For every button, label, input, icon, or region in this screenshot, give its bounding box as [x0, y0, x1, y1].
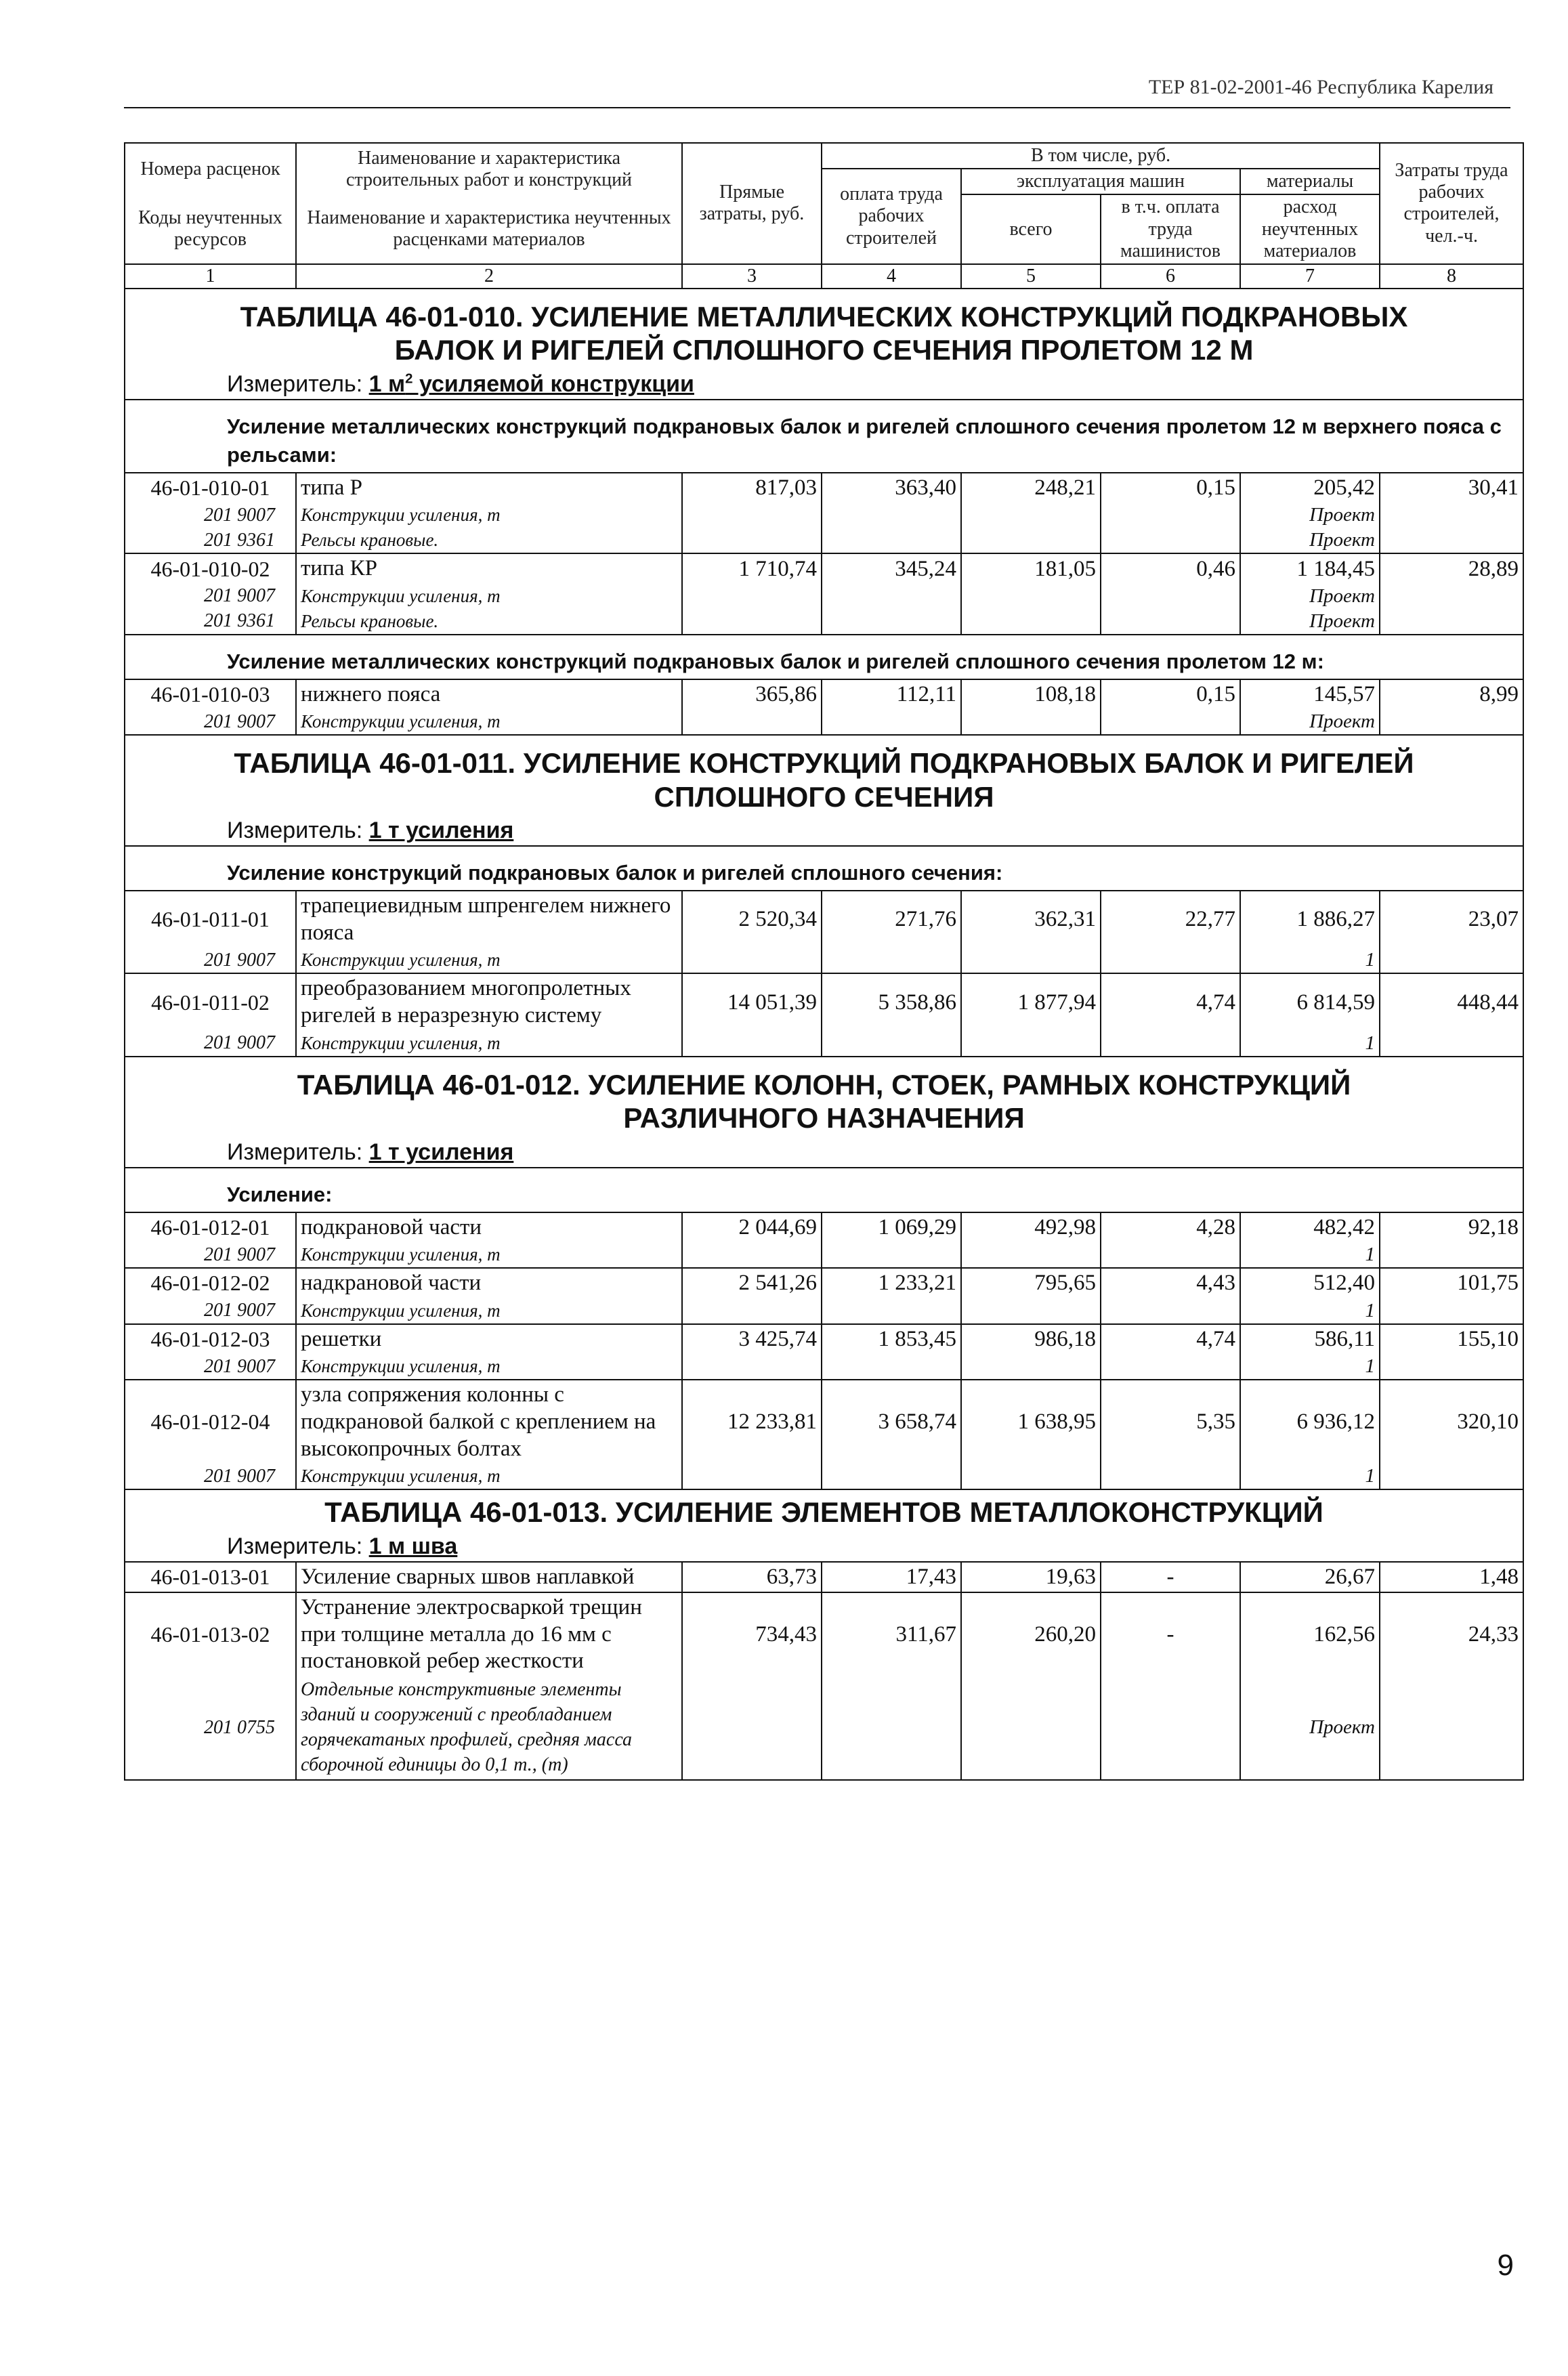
resource-code: 201 9361 [125, 609, 296, 635]
machine-wage: 22,77 [1101, 891, 1240, 948]
measure-value: 1 т усиления [368, 1139, 514, 1165]
machine-wage: - [1101, 1592, 1240, 1676]
direct-cost: 3 425,74 [682, 1324, 822, 1355]
page-header: ТЕР 81-02-2001-46 Республика Карелия [1148, 76, 1493, 98]
measure-label: Измеритель: [227, 818, 369, 844]
rate-name: типа КР [296, 553, 682, 584]
resource-code: 201 9007 [125, 503, 296, 528]
header-row-1 [125, 143, 1523, 169]
rate-code: 46-01-012-04 [125, 1380, 296, 1464]
labor-cost: 28,89 [1380, 553, 1523, 584]
machine-wage: 4,74 [1101, 973, 1240, 1030]
machine-wage: 5,35 [1101, 1380, 1240, 1464]
machine-wage: 0,46 [1101, 553, 1240, 584]
price-table [124, 142, 1523, 1781]
measure-label: Измеритель: [227, 371, 369, 398]
col-machines-header: эксплуатация машин [961, 169, 1240, 194]
material-cost: 586,11 [1240, 1324, 1380, 1355]
resource-row [125, 1031, 1523, 1057]
table-title-line: ТАБЛИЦА 46-01-010. УСИЛЕНИЕ МЕТАЛЛИЧЕСКИХ КОНСТРУКЦИЙ ПОДКРАНОВЫХ [240, 300, 1408, 333]
resource-amount: 1 [1240, 1031, 1380, 1057]
table-title-line: СПЛОШНОГО СЕЧЕНИЯ [654, 780, 994, 813]
rate-code: 46-01-011-02 [125, 973, 296, 1030]
machine-wage: 4,43 [1101, 1268, 1240, 1298]
rate-code: 46-01-010-01 [125, 473, 296, 503]
machine-wage: 0,15 [1101, 679, 1240, 710]
table-011-title [125, 735, 1523, 815]
wage-cost: 363,40 [822, 473, 961, 503]
table-010-title [125, 289, 1523, 368]
table-row [125, 1380, 1523, 1464]
direct-cost: 2 520,34 [682, 891, 822, 948]
resource-code: 201 9007 [125, 709, 296, 735]
resource-name: Конструкции усиления, т [296, 1242, 682, 1268]
wage-cost: 3 658,74 [822, 1380, 961, 1464]
col-materials-header: материалы [1240, 169, 1380, 194]
labor-cost: 448,44 [1380, 973, 1523, 1030]
resource-name: Конструкции усиления, т [296, 948, 682, 973]
material-cost: 162,56 [1240, 1592, 1380, 1676]
measure-label: Измеритель: [227, 1533, 369, 1559]
col-direct-header: Прямые затраты, руб. [682, 143, 822, 264]
resource-name: Рельсы крановые. [296, 609, 682, 635]
labor-cost: 8,99 [1380, 679, 1523, 710]
table-title-line: ТАБЛИЦА 46-01-012. УСИЛЕНИЕ КОЛОНН, СТОЕК, РАМНЫХ КОНСТРУКЦИЙ [297, 1068, 1351, 1101]
col-including-header: В том числе, руб. [822, 143, 1380, 169]
resource-row [125, 1354, 1523, 1380]
table-012-title [125, 1057, 1523, 1137]
material-cost: 145,57 [1240, 679, 1380, 710]
rate-name: Усиление сварных швов наплавкой [296, 1562, 682, 1593]
col-codes-header: Номера расценок [125, 143, 296, 194]
resource-row [125, 1298, 1523, 1324]
table-row [125, 553, 1523, 584]
resource-row [125, 1676, 1523, 1780]
measure-rest: усиляемой конструкции [412, 371, 694, 398]
direct-cost: 2 044,69 [682, 1212, 822, 1243]
rate-code: 46-01-012-02 [125, 1268, 296, 1298]
resource-code: 201 9361 [125, 528, 296, 553]
rate-code: 46-01-013-01 [125, 1562, 296, 1593]
machine-wage: 0,15 [1101, 473, 1240, 503]
table-row [125, 473, 1523, 503]
resource-amount: Проект [1240, 609, 1380, 635]
rate-name: Устранение электросваркой трещин при толщине металла до 16 мм с постановкой ребер жесткости [296, 1592, 682, 1676]
measure-value: 1 т усиления [368, 818, 514, 844]
resource-amount: Проект [1240, 503, 1380, 528]
labor-cost: 101,75 [1380, 1268, 1523, 1298]
machine-cost: 492,98 [961, 1212, 1101, 1243]
labor-cost: 320,10 [1380, 1380, 1523, 1464]
machine-cost: 248,21 [961, 473, 1101, 503]
rate-code: 46-01-012-03 [125, 1324, 296, 1355]
resource-amount: 1 [1240, 948, 1380, 973]
machine-wage: 4,74 [1101, 1324, 1240, 1355]
resource-name: Конструкции усиления, т [296, 1031, 682, 1057]
machine-cost: 108,18 [961, 679, 1101, 710]
labor-cost: 24,33 [1380, 1592, 1523, 1676]
rate-code: 46-01-013-02 [125, 1592, 296, 1676]
resource-code: 201 9007 [125, 1298, 296, 1324]
resource-name: Конструкции усиления, т [296, 1298, 682, 1324]
table-title-line: ТАБЛИЦА 46-01-013. УСИЛЕНИЕ ЭЛЕМЕНТОВ МЕТАЛЛОКОНСТРУКЦИЙ [324, 1496, 1323, 1529]
material-cost: 1 886,27 [1240, 891, 1380, 948]
col-num: 2 [296, 264, 682, 289]
resource-name: Конструкции усиления, т [296, 1464, 682, 1489]
resource-amount: 1 [1240, 1464, 1380, 1489]
material-cost: 205,42 [1240, 473, 1380, 503]
resource-code: 201 9007 [125, 1242, 296, 1268]
machine-cost: 1 877,94 [961, 973, 1101, 1030]
direct-cost: 2 541,26 [682, 1268, 822, 1298]
material-cost: 512,40 [1240, 1268, 1380, 1298]
labor-cost: 155,10 [1380, 1324, 1523, 1355]
machine-cost: 19,63 [961, 1562, 1101, 1593]
measure-label: Измеритель: [227, 1139, 369, 1165]
group-heading [125, 1168, 1523, 1212]
resource-amount: Проект [1240, 528, 1380, 553]
resource-row [125, 609, 1523, 635]
resource-code: 201 0755 [125, 1676, 296, 1780]
direct-cost: 365,86 [682, 679, 822, 710]
machine-wage: 4,28 [1101, 1212, 1240, 1243]
direct-cost: 734,43 [682, 1592, 822, 1676]
resource-code: 201 9007 [125, 584, 296, 609]
machine-wage: - [1101, 1562, 1240, 1593]
header-rule [124, 107, 1510, 108]
table-row [125, 679, 1523, 710]
col-num: 8 [1380, 264, 1523, 289]
measure-sup: 2 [405, 371, 413, 387]
resource-code: 201 9007 [125, 1031, 296, 1057]
rate-code: 46-01-010-02 [125, 553, 296, 584]
col-mat-header: расход неучтенных материалов [1240, 194, 1380, 264]
table-row [125, 1324, 1523, 1355]
group-heading-text: Усиление: [227, 1182, 333, 1206]
rate-code: 46-01-011-01 [125, 891, 296, 948]
resource-name: Конструкции усиления, т [296, 1354, 682, 1380]
page-number: 9 [1497, 2249, 1514, 2282]
wage-cost: 112,11 [822, 679, 961, 710]
machine-cost: 260,20 [961, 1592, 1101, 1676]
resource-amount: 1 [1240, 1298, 1380, 1324]
resource-row [125, 528, 1523, 553]
table-row [125, 891, 1523, 948]
machine-cost: 795,65 [961, 1268, 1101, 1298]
col-num: 6 [1101, 264, 1240, 289]
labor-cost: 92,18 [1380, 1212, 1523, 1243]
wage-cost: 1 233,21 [822, 1268, 961, 1298]
resource-row [125, 584, 1523, 609]
wage-cost: 5 358,86 [822, 973, 961, 1030]
labor-cost: 23,07 [1380, 891, 1523, 948]
material-cost: 1 184,45 [1240, 553, 1380, 584]
col-num: 1 [125, 264, 296, 289]
rate-name: нижнего пояса [296, 679, 682, 710]
col-num: 4 [822, 264, 961, 289]
col-mach-wage-header: в т.ч. оплата труда машинистов [1101, 194, 1240, 264]
labor-cost: 1,48 [1380, 1562, 1523, 1593]
resource-row [125, 948, 1523, 973]
table-011-measure [125, 815, 1523, 846]
rate-code: 46-01-012-01 [125, 1212, 296, 1243]
resource-name: Рельсы крановые. [296, 528, 682, 553]
rate-name: узла сопряжения колонны с подкрановой балкой с креплением на высокопрочных болтах [296, 1380, 682, 1464]
resource-row [125, 1242, 1523, 1268]
table-010-measure [125, 368, 1523, 400]
direct-cost: 12 233,81 [682, 1380, 822, 1464]
resource-name: Конструкции усиления, т [296, 709, 682, 735]
table-row [125, 1562, 1523, 1593]
resource-row [125, 709, 1523, 735]
wage-cost: 1 069,29 [822, 1212, 961, 1243]
table-row [125, 973, 1523, 1030]
col-num: 7 [1240, 264, 1380, 289]
col-num: 5 [961, 264, 1101, 289]
measure-value: 1 м [368, 371, 406, 398]
direct-cost: 14 051,39 [682, 973, 822, 1030]
rate-code: 46-01-010-03 [125, 679, 296, 710]
group-heading-text: Усиление конструкций подкрановых балок и ригелей сплошного сечения: [227, 861, 1003, 885]
table-row [125, 1268, 1523, 1298]
measure-value: 1 м шва [368, 1533, 458, 1559]
resource-row [125, 503, 1523, 528]
resource-amount: 1 [1240, 1354, 1380, 1380]
group-heading-text: Усиление металлических конструкций подкрановых балок и ригелей сплошного сечения пролетом 12 м: [227, 649, 1324, 673]
resource-amount: Проект [1240, 1676, 1380, 1780]
col-res-codes-header: Коды неучтенных ресурсов [125, 194, 296, 264]
col-num: 3 [682, 264, 822, 289]
table-title-line: РАЗЛИЧНОГО НАЗНАЧЕНИЯ [623, 1102, 1025, 1134]
machine-cost: 1 638,95 [961, 1380, 1101, 1464]
machine-cost: 362,31 [961, 891, 1101, 948]
rate-name: трапециевидным шпренгелем нижнего пояса [296, 891, 682, 948]
table-012-measure [125, 1137, 1523, 1168]
table-013-title [125, 1489, 1523, 1531]
col-wage-header: оплата труда рабочих строителей [822, 169, 961, 264]
rate-name: типа Р [296, 473, 682, 503]
table-title-line: БАЛОК И РИГЕЛЕЙ СПЛОШНОГО СЕЧЕНИЯ ПРОЛЕТОМ 12 М [394, 334, 1254, 366]
resource-name: Отдельные конструктивные элементы зданий и сооружений с преобладанием горячекатаных профилей, средняя масса сборочной единицы до 0,1 т., (т) [296, 1676, 682, 1780]
wage-cost: 311,67 [822, 1592, 961, 1676]
rate-name: преобразованием многопролетных ригелей в неразрезную систему [296, 973, 682, 1030]
resource-row [125, 1464, 1523, 1489]
direct-cost: 63,73 [682, 1562, 822, 1593]
group-heading [125, 400, 1523, 473]
rate-name: подкрановой части [296, 1212, 682, 1243]
machine-cost: 986,18 [961, 1324, 1101, 1355]
table-title-line: ТАБЛИЦА 46-01-011. УСИЛЕНИЕ КОНСТРУКЦИЙ ПОДКРАНОВЫХ БАЛОК И РИГЕЛЕЙ [234, 747, 1414, 780]
wage-cost: 17,43 [822, 1562, 961, 1593]
table-013-measure [125, 1531, 1523, 1562]
wage-cost: 1 853,45 [822, 1324, 961, 1355]
resource-code: 201 9007 [125, 1354, 296, 1380]
machine-cost: 181,05 [961, 553, 1101, 584]
wage-cost: 345,24 [822, 553, 961, 584]
col-labor-header: Затраты труда рабочих строителей, чел.-ч. [1380, 143, 1523, 264]
material-cost: 6 936,12 [1240, 1380, 1380, 1464]
material-cost: 6 814,59 [1240, 973, 1380, 1030]
col-mach-total-header: всего [961, 194, 1101, 264]
table-row [125, 1592, 1523, 1676]
group-heading [125, 635, 1523, 679]
labor-cost: 30,41 [1380, 473, 1523, 503]
group-heading [125, 846, 1523, 891]
resource-code: 201 9007 [125, 948, 296, 973]
material-cost: 26,67 [1240, 1562, 1380, 1593]
rate-name: надкрановой части [296, 1268, 682, 1298]
direct-cost: 817,03 [682, 473, 822, 503]
group-heading-text: Усиление металлических конструкций подкрановых балок и ригелей сплошного сечения пролетом 12 м верхнего пояса с рельсами: [227, 415, 1502, 467]
column-number-row [125, 264, 1523, 289]
resource-amount: 1 [1240, 1242, 1380, 1268]
resource-code: 201 9007 [125, 1464, 296, 1489]
rate-name: решетки [296, 1324, 682, 1355]
col-res-name-header: Наименование и характеристика неучтенных расценками материалов [296, 194, 682, 264]
material-cost: 482,42 [1240, 1212, 1380, 1243]
wage-cost: 271,76 [822, 891, 961, 948]
resource-name: Конструкции усиления, т [296, 584, 682, 609]
col-name-header: Наименование и характеристика строительных работ и конструкций [296, 143, 682, 194]
resource-name: Конструкции усиления, т [296, 503, 682, 528]
table-row [125, 1212, 1523, 1243]
resource-amount: Проект [1240, 709, 1380, 735]
direct-cost: 1 710,74 [682, 553, 822, 584]
resource-amount: Проект [1240, 584, 1380, 609]
